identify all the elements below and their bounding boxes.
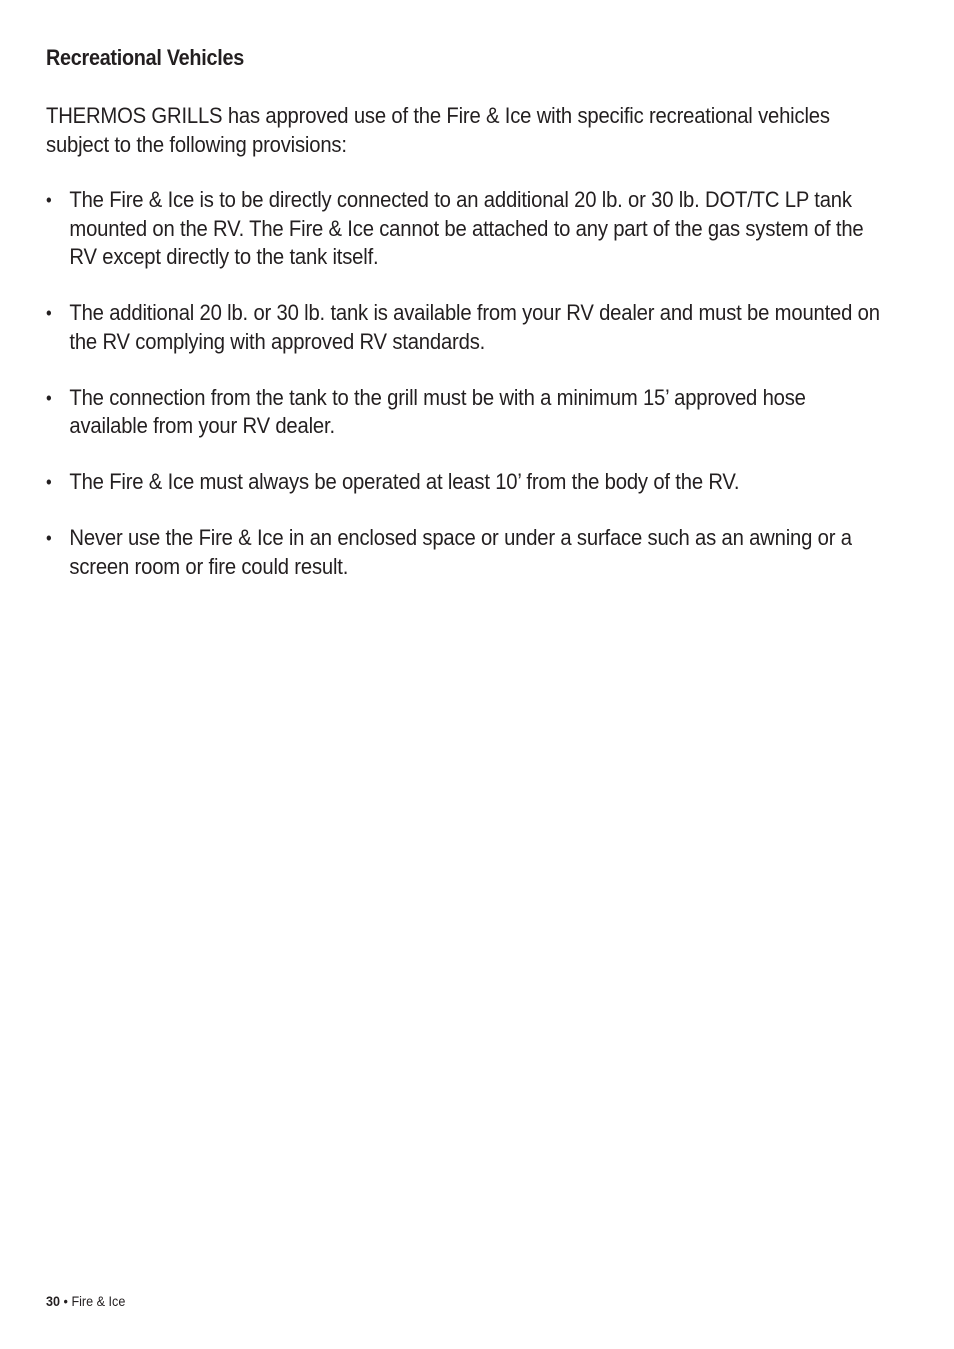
list-item	[46, 384, 883, 441]
page-footer	[46, 1293, 125, 1309]
list-item-text: The Fire & Ice is to be directly connected to an additional 20 lb. or 30 lb. DOT/TC LP tank mounted on the RV. The Fire & Ice cannot be attached to any part of the gas system of the RV except directly to the tank itself.	[69, 187, 864, 269]
bullet-icon: •	[46, 303, 52, 323]
intro-paragraph: THERMOS GRILLS has approved use of the Fire & Ice with specific recreational vehicles subject to the following provisions:	[46, 103, 830, 157]
page-number: 30	[46, 1293, 61, 1309]
section-heading: Recreational Vehicles	[46, 45, 244, 70]
footer-product-name: Fire & Ice	[71, 1293, 126, 1309]
bullet-icon: •	[46, 528, 52, 548]
bullet-icon: •	[46, 387, 52, 408]
list-item	[46, 468, 883, 497]
list-item-text: Never use the Fire & Ice in an enclosed space or under a surface such as an awning or a screen room or fire could result.	[69, 525, 852, 579]
bullet-icon: •	[46, 190, 52, 210]
list-item	[46, 186, 883, 272]
list-item-text: The connection from the tank to the grill must be with a minimum 15’ approved hose available from your RV dealer.	[69, 384, 806, 438]
bullet-icon: •	[46, 472, 52, 492]
list-item	[46, 299, 883, 356]
list-item-text: The Fire & Ice must always be operated at least 10’ from the body of the RV.	[69, 469, 740, 494]
list-item	[46, 524, 883, 581]
provisions-list	[46, 186, 883, 609]
footer-separator: •	[63, 1293, 68, 1309]
list-item-text: The additional 20 lb. or 30 lb. tank is available from your RV dealer and must be mounted on the RV complying with approved RV standards.	[69, 300, 880, 354]
